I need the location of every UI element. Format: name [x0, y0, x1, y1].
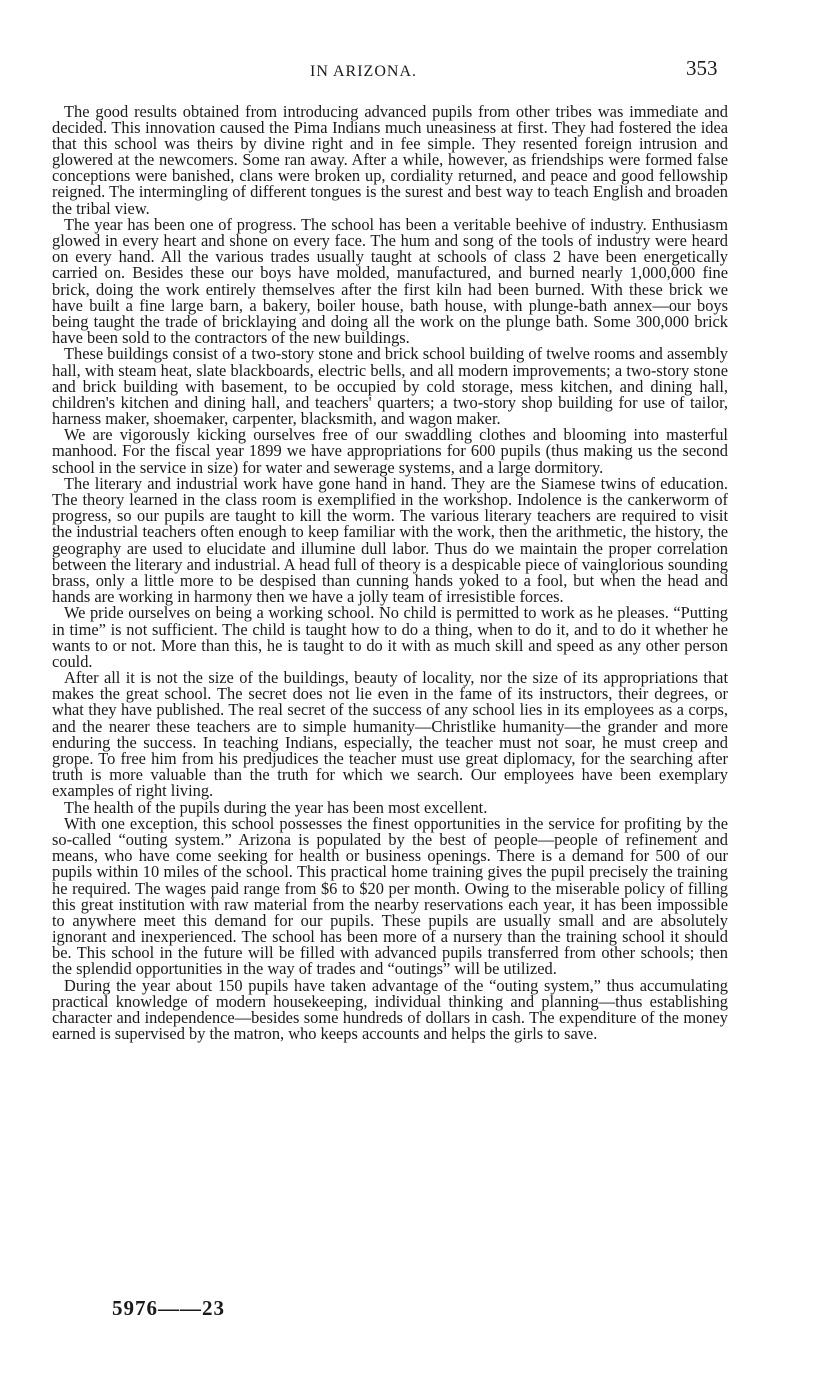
- paragraph: After all it is not the size of the buildings, beauty of locality, nor the size of its appropriations that makes the great school. The secret does not lie even in the fame of its instructors, their degrees, or what they have published. The real secret of the success of any school lies in its employees as a corps, and the nearer these teachers are to simple humanity—Christlike humanity—the grander and more enduring the success. In teaching Indians, especially, the teacher must not soar, he must creep and grope. To free him from his predjudices the teacher must use great diplomacy, for the searching after truth is more valuable than the truth for which we search. Our employees have been exemplary examples of right living.: [52, 668, 728, 800]
- paragraph: The health of the pupils during the year has been most excellent.: [64, 797, 488, 817]
- paragraph: The year has been one of progress. The school has been a veritable beehive of industry. Enthusiasm glowed in every heart and shone on every face. The hum and song of the tools of industry were heard on every hand. All the various trades usually taught at schools of class 2 have been energetically carried on. Besides these our boys have molded, manufactured, and burned nearly 1,000,000 fine brick, doing the work entirely themselves after the first kiln had been burned. With these brick we have built a fine large barn, a bakery, boiler house, bath house, with plunge-bath annex—our boys being taught the trade of bricklaying and doing all the work on the plunge bath. Some 300,000 brick have been sold to the contractors of the new buildings.: [52, 215, 728, 347]
- paragraph: With one exception, this school possesses the finest opportunities in the service for profiting by the so-called “outing system.” Arizona is populated by the best of people—people of refinement and means, who have come seeking for health or business openings. There is a demand for 500 of our pupils within 10 miles of the school. This practical home training gives the pupil precisely the training he required. The wages paid range from $6 to $20 per month. Owing to the miserable policy of filling this great institution with raw material from the nearby reservations each year, it has been impossible to anywhere meet this demand for our pupils. These pupils are usually small and are absolutely ignorant and inexperienced. The school has been more of a nursery than the training school it should be. This school in the future will be filled with advanced pupils transferred from other schools; then the splendid opportunities in the way of trades and “outings” will be utilized.: [52, 814, 728, 978]
- page-number: 353: [686, 56, 718, 80]
- signature-mark: 5976——23: [112, 1296, 225, 1320]
- paragraph: We pride ourselves on being a working school. No child is permitted to work as he pleases. “Putting in time” is not sufficient. The child is taught how to do a thing, when to do it, and to do it whether he wants to or not. More than this, he is taught to do it with as much skill and speed as any other person could.: [52, 603, 728, 671]
- body-text: [52, 104, 728, 1042]
- running-head: IN ARIZONA.: [310, 63, 417, 80]
- paragraph: These buildings consist of a two-story stone and brick school building of twelve rooms and assembly hall, with steam heat, slate blackboards, electric bells, and all modern improvements; a two-story stone and brick building with basement, to be occupied by cold storage, mess kitchen, and dining hall, children's kitchen and dining hall, and teachers' quarters; a two-story shop building for use of tailor, harness maker, shoemaker, carpenter, blacksmith, and wagon maker.: [52, 344, 728, 428]
- page-header: [0, 56, 825, 86]
- paragraph: We are vigorously kicking ourselves free of our swaddling clothes and blooming into masterful manhood. For the fiscal year 1899 we have appropriations for 600 pupils (thus making us the second school in the service in size) for water and sewerage systems, and a large dormitory.: [52, 425, 728, 477]
- paragraph: During the year about 150 pupils have taken advantage of the “outing system,” thus accumulating practical knowledge of modern housekeeping, individual thinking and planning—thus establishing character and independence—besides some hundreds of dollars in cash. The expenditure of the money earned is supervised by the matron, who keeps accounts and helps the girls to save.: [52, 975, 728, 1043]
- paragraph: The literary and industrial work have gone hand in hand. They are the Siamese twins of education. The theory learned in the class room is exemplified in the workshop. Indolence is the cankerworm of progress, so our pupils are taught to kill the worm. The various literary teachers are required to visit the industrial teachers often enough to keep familiar with the work, then the arithmetic, the history, the geography are used to elucidate and illumine dull labor. Thus do we maintain the proper correlation between the literary and industrial. A head full of theory is a despicable piece of vainglorious sounding brass, only a little more to be despised than cunning hands yoked to a fool, but when the head and hands are working in harmony then we have a jolly team of irresistible forces.: [52, 474, 728, 606]
- paragraph: The good results obtained from introducing advanced pupils from other tribes was immediate and decided. This innovation caused the Pima Indians much uneasiness at first. They had fostered the idea that this school was theirs by divine right and in fee simple. They resented foreign intrusion and glowered at the newcomers. Some ran away. After a while, however, as friendships were formed false conceptions were banished, clans were broken up, cordiality returned, and peace and good fellowship reigned. The intermingling of different tongues is the surest and best way to teach English and broaden the tribal view.: [52, 102, 728, 218]
